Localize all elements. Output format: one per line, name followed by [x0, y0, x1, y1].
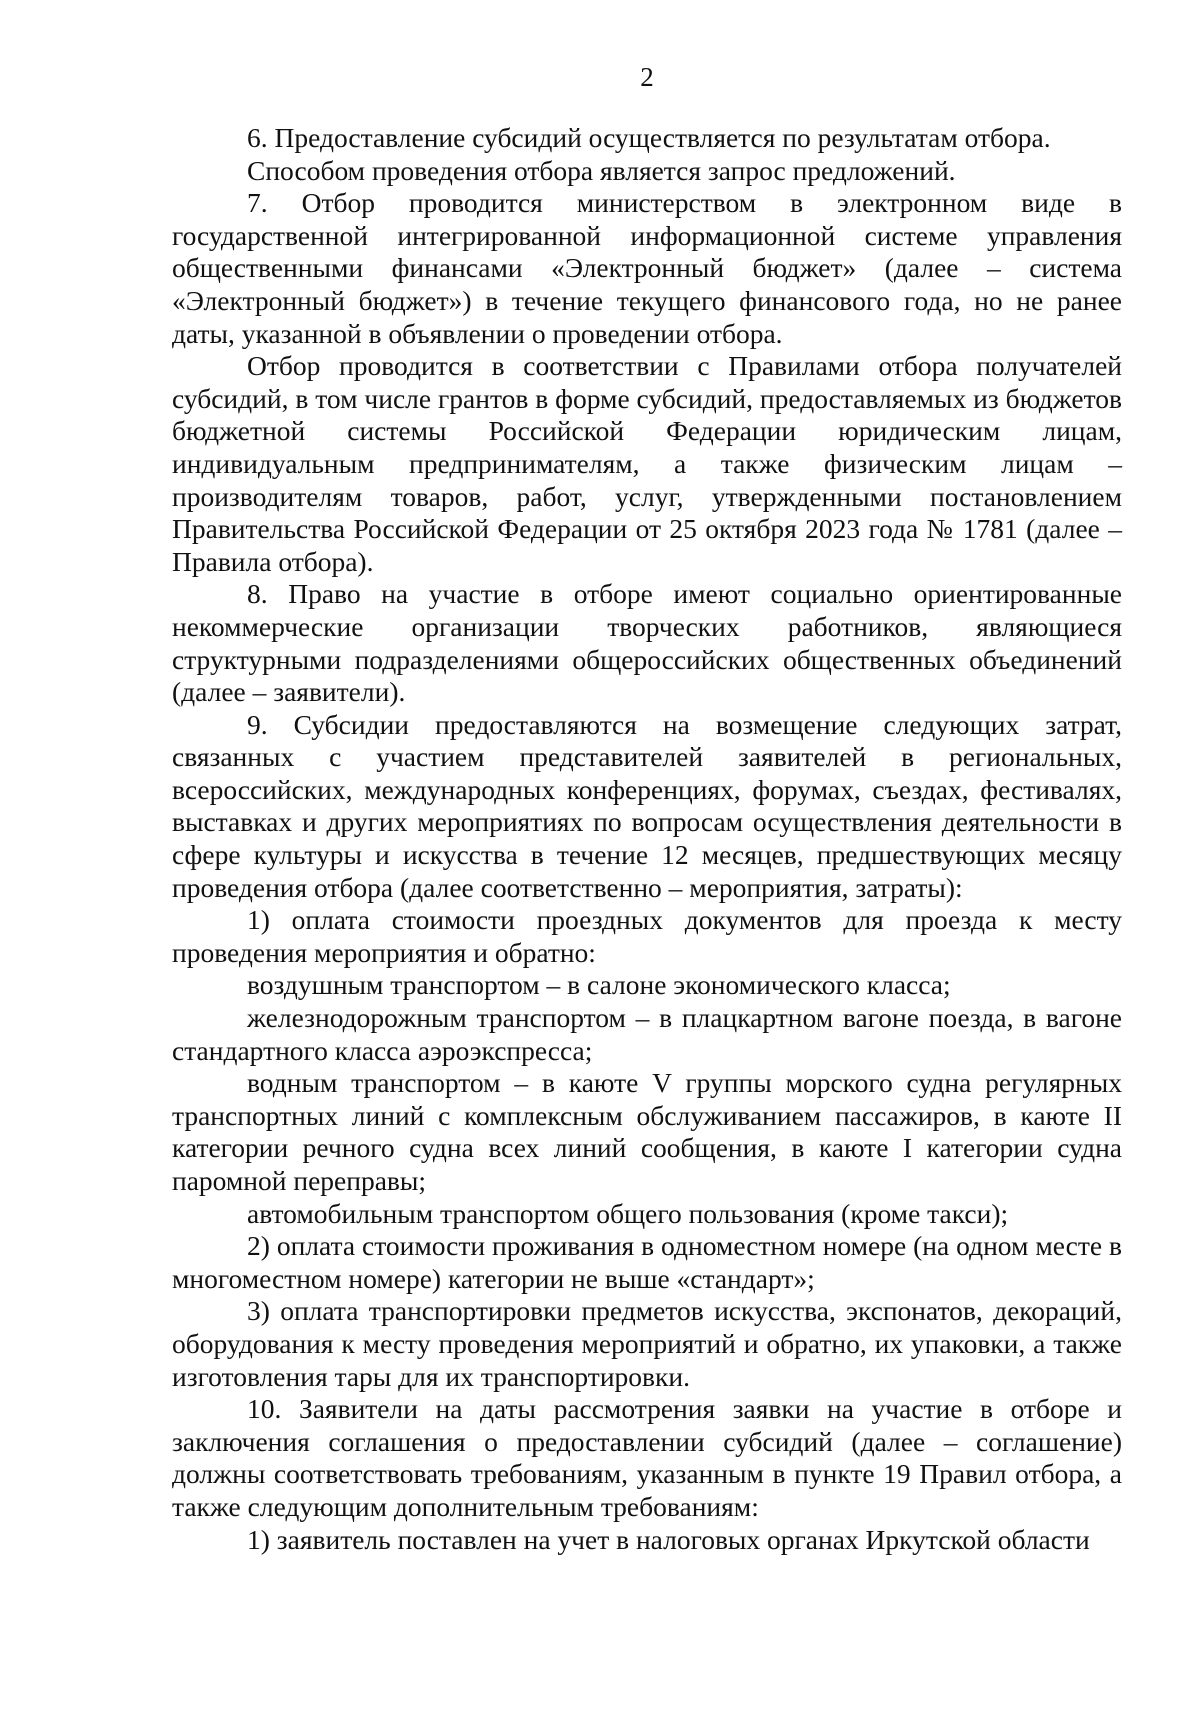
paragraph-6-method: Способом проведения отбора является запрос предложений.	[247, 154, 956, 186]
paragraph-9: 9. Субсидии предоставляются на возмещение следующих затрат, связанных с участием представителей заявителей в региональных, всероссийских, международных конференциях, форумах, съездах, фестивалях, выставках и других мероприятиях по вопросам осуществления деятельности в сфере культуры и искусства в течение 12 месяцев, предшествующих месяцу проведения отбора (далее соответственно – мероприятия, затраты):	[172, 708, 1122, 903]
paragraph-8: 8. Право на участие в отборе имеют социально ориентированные некоммерческие организации творческих работников, являющиеся структурными подразделениями общероссийских общественных объединений (далее – заявители).	[172, 578, 1122, 708]
paragraph-10-item-1: 1) заявитель поставлен на учет в налоговых органах Иркутской области	[247, 1523, 1090, 1555]
paragraph-7-rules: Отбор проводится в соответствии с Правилами отбора получателей субсидий, в том числе грантов в форме субсидий, предоставляемых из бюджетов бюджетной системы Российской Федерации юридическим лицам, индивидуальным предпринимателям, а также физическим лицам – производителям товаров, работ, услуг, утвержденными постановлением Правительства Российской Федерации от 25 октября 2023 года № 1781 (далее – Правила отбора).	[172, 350, 1122, 577]
paragraph-6: 6. Предоставление субсидий осуществляется по результатам отбора.	[247, 122, 1051, 153]
paragraph-9-item-1: 1) оплата стоимости проездных документов для проезда к месту проведения мероприятия и обратно:	[172, 904, 1122, 968]
paragraph-9-water-transport: водным транспортом – в каюте V группы морского судна регулярных транспортных линий с комплексным обслуживанием пассажиров, в каюте II категории речного судна всех линий сообщения, в каюте I категории судна паромной переправы;	[172, 1067, 1122, 1196]
paragraph-9-item-2: 2) оплата стоимости проживания в одноместном номере (на одном месте в многоместном номере) категории не выше «стандарт»;	[172, 1230, 1122, 1294]
paragraph-7: 7. Отбор проводится министерством в электронном виде в государственной интегрированной информационной системе управления общественными финансами «Электронный бюджет» (далее – система «Электронный бюджет») в течение текущего финансового года, но не ранее даты, указанной в объявлении о проведении отбора.	[172, 187, 1122, 349]
paragraph-9-rail-transport: железнодорожным транспортом – в плацкартном вагоне поезда, в вагоне стандартного класса аэроэкспресса;	[172, 1002, 1122, 1066]
page-number: 2	[640, 62, 654, 92]
paragraph-9-road-transport: автомобильным транспортом общего пользования (кроме такси);	[247, 1197, 1009, 1229]
paragraph-10: 10. Заявители на даты рассмотрения заявки на участие в отборе и заключения соглашения о предоставлении субсидий (далее – соглашение) должны соответствовать требованиям, указанным в пункте 19 Правил отбора, а также следующим дополнительным требованиям:	[172, 1393, 1122, 1522]
paragraph-9-air-transport: воздушным транспортом – в салоне экономического класса;	[247, 969, 951, 1001]
paragraph-9-item-3: 3) оплата транспортировки предметов искусства, экспонатов, декораций, оборудования к месту проведения мероприятий и обратно, их упаковки, а также изготовления тары для их транспортировки.	[172, 1295, 1122, 1392]
document-page	[172, 62, 1122, 1556]
